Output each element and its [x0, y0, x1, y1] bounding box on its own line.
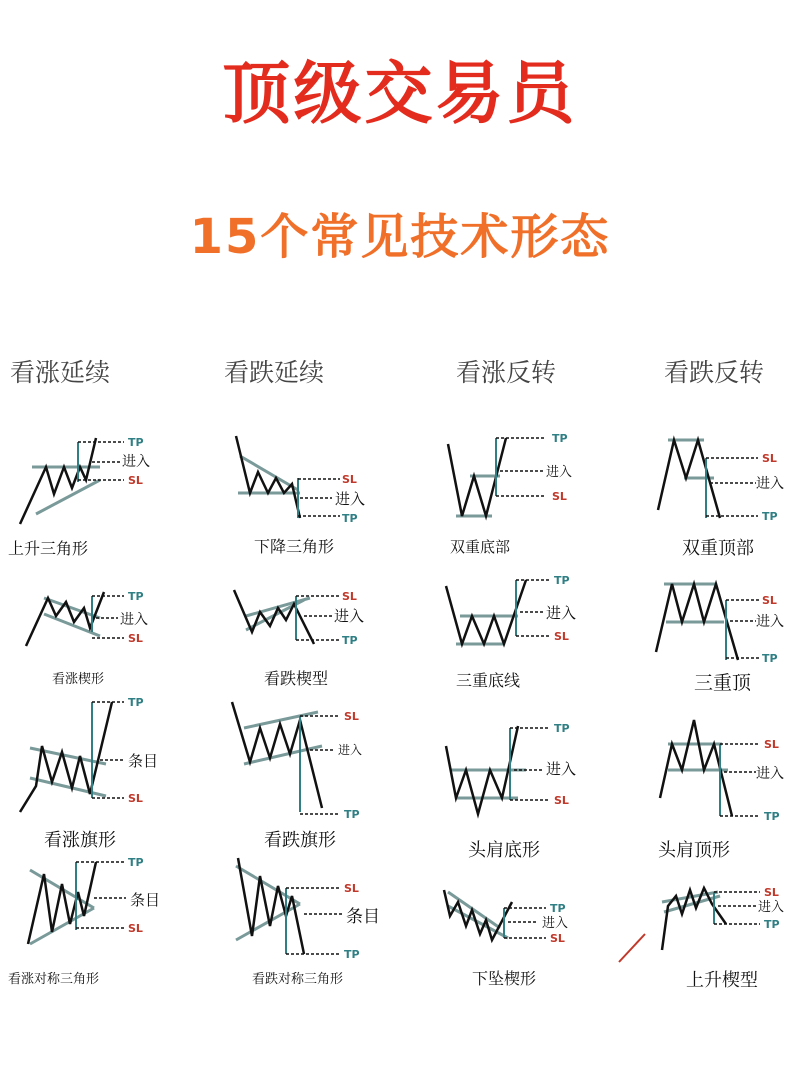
entry-label: 进入: [756, 766, 784, 782]
entry-label: 进入: [546, 760, 577, 778]
tp-label: TP: [128, 856, 144, 869]
column-header-bullish-reversal: 看涨反转: [456, 358, 557, 387]
pattern-name-ascending-triangle: 上升三角形: [8, 539, 89, 558]
tp-label: TP: [342, 512, 358, 525]
sl-label: SL: [764, 738, 779, 751]
tp-label: TP: [550, 902, 566, 915]
entry-label: 进入: [122, 454, 150, 470]
pattern-panel-bearish-flag: [200, 690, 400, 850]
sl-label: SL: [128, 922, 143, 935]
sl-label: SL: [344, 710, 359, 723]
pattern-panel-ascending-triangle: [0, 420, 200, 580]
tp-label: TP: [552, 432, 568, 445]
pattern-panel-descending-triangle: [200, 420, 400, 580]
sl-label: SL: [550, 932, 565, 945]
sl-label: SL: [762, 452, 777, 465]
pattern-name-bearish-wedge: 看跌楔型: [264, 669, 329, 688]
pattern-name-rising-wedge: 上升楔型: [686, 970, 758, 991]
pattern-panel-double-bottom: [400, 420, 600, 580]
tp-label: TP: [128, 590, 144, 603]
sl-label: SL: [554, 794, 569, 807]
tp-label: TP: [762, 510, 778, 523]
sl-label: SL: [342, 590, 357, 603]
entry-label-alt: 条目: [128, 752, 159, 770]
page-subtitle: 15个常见技术形态: [189, 209, 611, 265]
pattern-panel-bearish-symmetrical-triangle: [200, 850, 400, 1010]
entry-label: 进入: [756, 476, 784, 492]
entry-label: 进入: [546, 465, 573, 480]
inverse-head-shoulders-diagram: [400, 690, 600, 830]
entry-label: 进入: [542, 916, 569, 931]
column-header-bearish-continuation: 看跌延续: [224, 358, 325, 387]
entry-label-alt: 条目: [130, 891, 161, 909]
head-shoulders-diagram: [600, 690, 800, 830]
pattern-panel-bullish-flag: [0, 690, 200, 850]
pattern-panel-double-top: [600, 420, 800, 580]
sl-label: SL: [128, 632, 143, 645]
pattern-name-triple-top: 三重顶: [694, 672, 752, 694]
entry-label: 进入: [335, 490, 366, 508]
pattern-panel-inverse-head-shoulders: [400, 690, 600, 861]
entry-label: 进入: [120, 612, 148, 628]
bearish-flag-diagram: [200, 690, 400, 830]
pattern-name-double-bottom: 双重底部: [450, 538, 511, 556]
pattern-name-triple-bottom: 三重底线: [456, 671, 521, 690]
column-header-bullish-continuation: 看涨延续: [10, 358, 111, 387]
pattern-name-bullish-wedge: 看涨楔形: [52, 672, 105, 687]
pattern-name-inverse-head-shoulders: 头肩底形: [468, 840, 540, 861]
sl-label: SL: [554, 630, 569, 643]
entry-label-alt: 条目: [346, 907, 380, 927]
tp-label: TP: [342, 634, 358, 647]
sl-label: SL: [342, 473, 357, 486]
sl-label: SL: [128, 792, 143, 805]
pattern-name-descending-triangle: 下降三角形: [254, 537, 335, 556]
pattern-name-bullish-flag: 看涨旗形: [44, 830, 116, 851]
tp-label: TP: [554, 574, 570, 587]
pattern-name-bearish-symmetrical-triangle: 看跌对称三角形: [252, 972, 344, 987]
tp-label: TP: [344, 808, 360, 821]
bullish-flag-diagram: [0, 690, 200, 830]
tp-label: TP: [764, 918, 780, 931]
sl-label: SL: [762, 594, 777, 607]
sl-label: SL: [764, 886, 779, 899]
decorative-stroke: [615, 930, 655, 966]
pattern-name-head-shoulders: 头肩顶形: [658, 840, 730, 861]
pattern-panel-head-shoulders: [600, 690, 800, 861]
pattern-name-bearish-flag: 看跌旗形: [264, 830, 336, 851]
sl-label: SL: [128, 474, 143, 487]
entry-label: 进入: [338, 743, 363, 757]
tp-label: TP: [764, 810, 780, 823]
page-title: 顶级交易员: [222, 55, 578, 134]
pattern-panel-falling-wedge: [400, 850, 600, 1010]
tp-label: TP: [344, 948, 360, 961]
sl-label: SL: [552, 490, 567, 503]
column-header-bearish-reversal: 看跌反转: [664, 358, 765, 387]
tp-label: TP: [128, 436, 144, 449]
sl-label: SL: [344, 882, 359, 895]
entry-label: 进入: [758, 900, 785, 915]
pattern-name-bullish-symmetrical-triangle: 看涨对称三角形: [8, 972, 100, 987]
entry-label: 进入: [546, 604, 577, 622]
pattern-name-falling-wedge: 下坠楔形: [472, 969, 537, 988]
pattern-panel-bullish-symmetrical-triangle: [0, 850, 200, 1010]
entry-label: 进入: [756, 614, 784, 630]
tp-label: TP: [554, 722, 570, 735]
tp-label: TP: [762, 652, 778, 665]
tp-label: TP: [128, 696, 144, 709]
entry-label: 进入: [334, 607, 365, 625]
pattern-name-double-top: 双重顶部: [682, 538, 754, 559]
